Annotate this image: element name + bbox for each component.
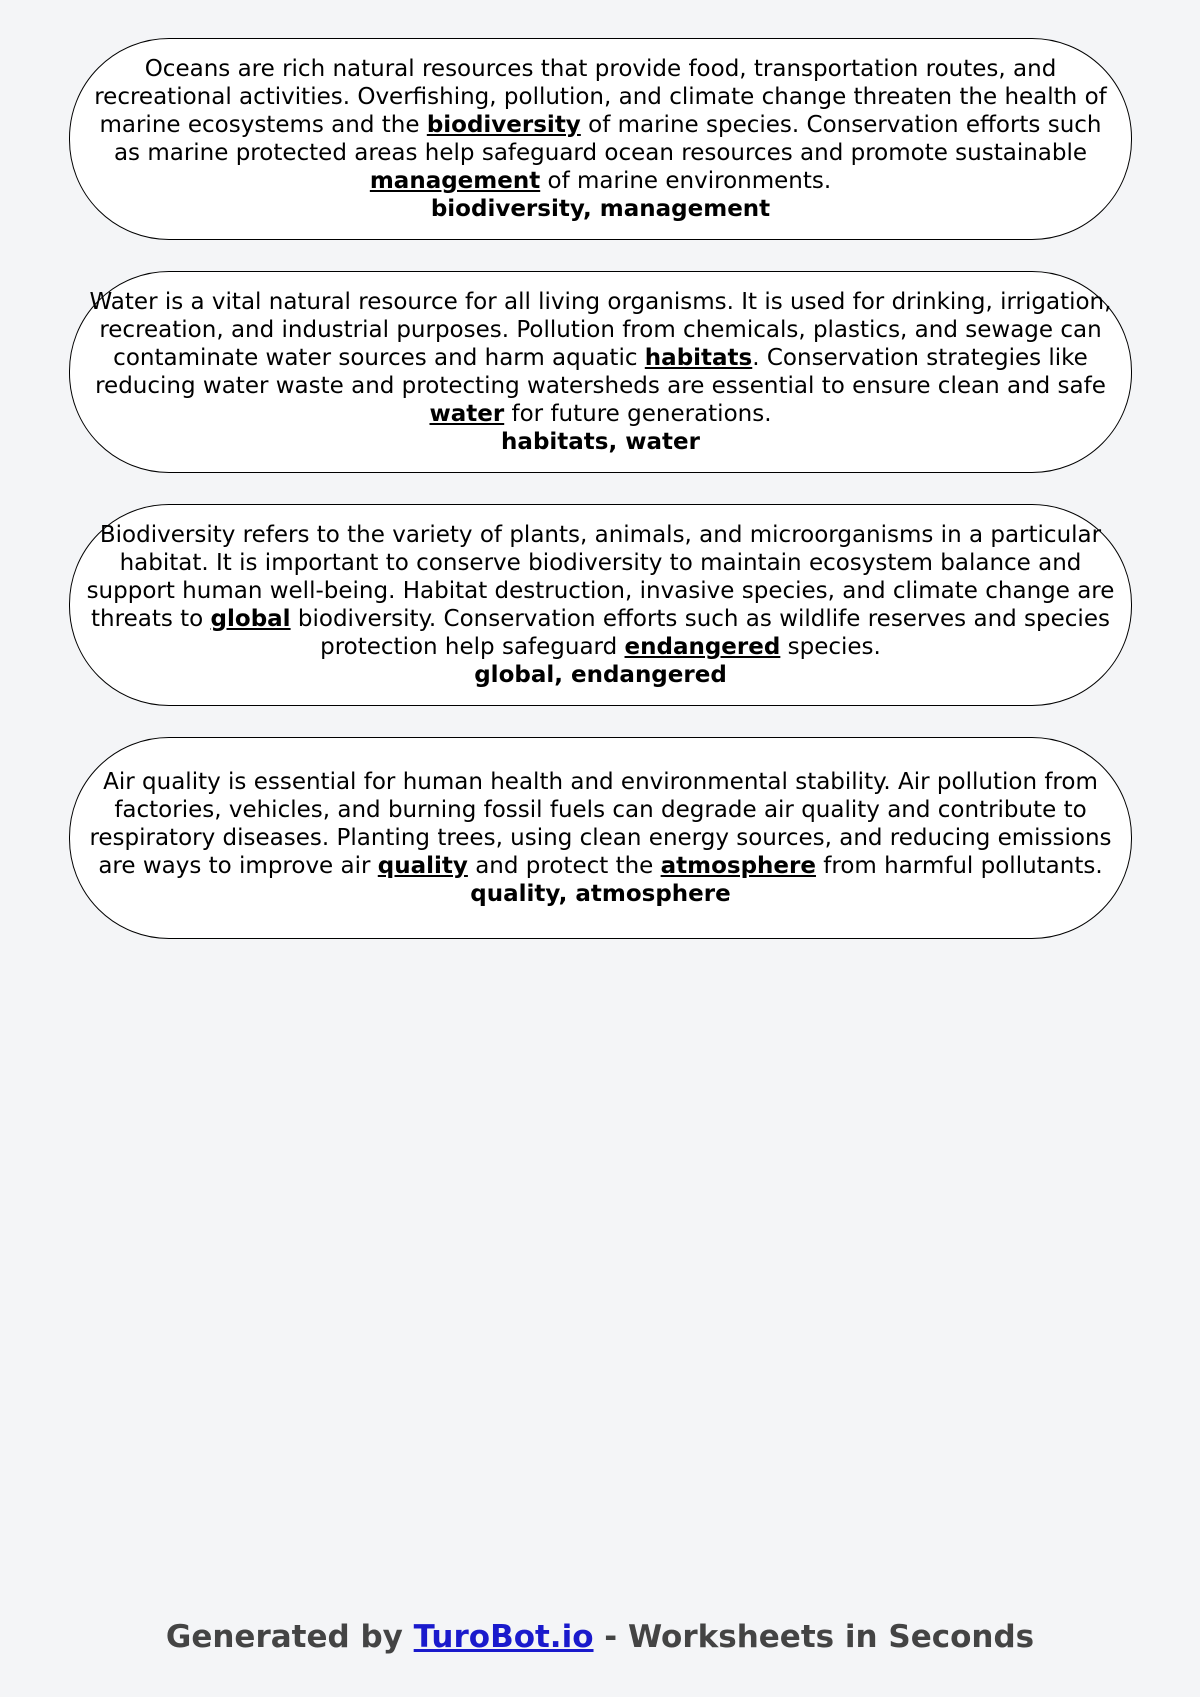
passage-segment: of marine environments. — [540, 168, 832, 194]
keyword: endangered — [624, 634, 781, 660]
passage-text — [84, 288, 1117, 428]
passage-segment: Oceans are rich natural resources that provide food, transportation routes, and recreational activities. Overfishing, pollution, and climate change threaten the health of marine ecosystems and the — [94, 56, 1107, 138]
passage-segment: Biodiversity refers to the variety of plants, animals, and microorganisms in a particular habitat. It is important to conserve biodiversity to maintain ecosystem balance and support human well-being. Habitat destruction, invasive species, and climate change are threats to — [86, 522, 1115, 632]
footer-prefix: Generated by — [165, 1619, 414, 1655]
passage-text — [84, 55, 1117, 195]
keyword: habitats — [644, 345, 753, 371]
passage-card — [69, 737, 1132, 939]
turobot-link[interactable]: TuroBot.io — [413, 1619, 594, 1655]
keyword: quality — [377, 853, 468, 879]
passage-segment: species. — [780, 634, 881, 660]
worksheet-cards — [69, 38, 1132, 970]
passage-segment: for future generations. — [504, 401, 772, 427]
answer-key: biodiversity, management — [430, 196, 771, 222]
passage-segment: Air quality is essential for human health and environmental stability. Air pollution from factories, vehicles, and burning fossil fuels can degrade air quality and contribute to respiratory diseases. Planting trees, using clean energy sources, and reducing emissions are ways to improve air — [89, 769, 1112, 879]
keyword: management — [369, 168, 541, 194]
footer-suffix: - Worksheets in Seconds — [593, 1619, 1035, 1655]
keyword: global — [210, 606, 291, 632]
footer — [0, 1617, 1200, 1657]
passage-segment: from harmful pollutants. — [815, 853, 1103, 879]
passage-segment: biodiversity. Conservation efforts such as wildlife reserves and species protection help safeguard — [290, 606, 1110, 660]
passage-card — [69, 504, 1132, 706]
answer-key: quality, atmosphere — [470, 881, 731, 907]
passage-segment: and protect the — [467, 853, 661, 879]
passage-segment: . Conservation strategies like reducing water waste and protecting watersheds are essential to ensure clean and safe — [95, 345, 1106, 399]
passage-segment: of marine species. Conservation efforts such as marine protected areas help safeguard ocean resources and promote sustainable — [113, 112, 1102, 166]
passage-card — [69, 38, 1132, 240]
answer-key: habitats, water — [501, 429, 700, 455]
keyword: atmosphere — [660, 853, 816, 879]
passage-text — [84, 521, 1117, 661]
passage-text — [84, 768, 1117, 880]
passage-card — [69, 271, 1132, 473]
keyword: biodiversity — [426, 112, 581, 138]
answer-key: global, endangered — [474, 662, 727, 688]
passage-segment: Water is a vital natural resource for all living organisms. It is used for drinking, irrigation, recreation, and industrial purposes. Pollution from chemicals, plastics, and sewage can contaminate water sources and harm aquatic — [89, 289, 1112, 371]
keyword: water — [429, 401, 505, 427]
